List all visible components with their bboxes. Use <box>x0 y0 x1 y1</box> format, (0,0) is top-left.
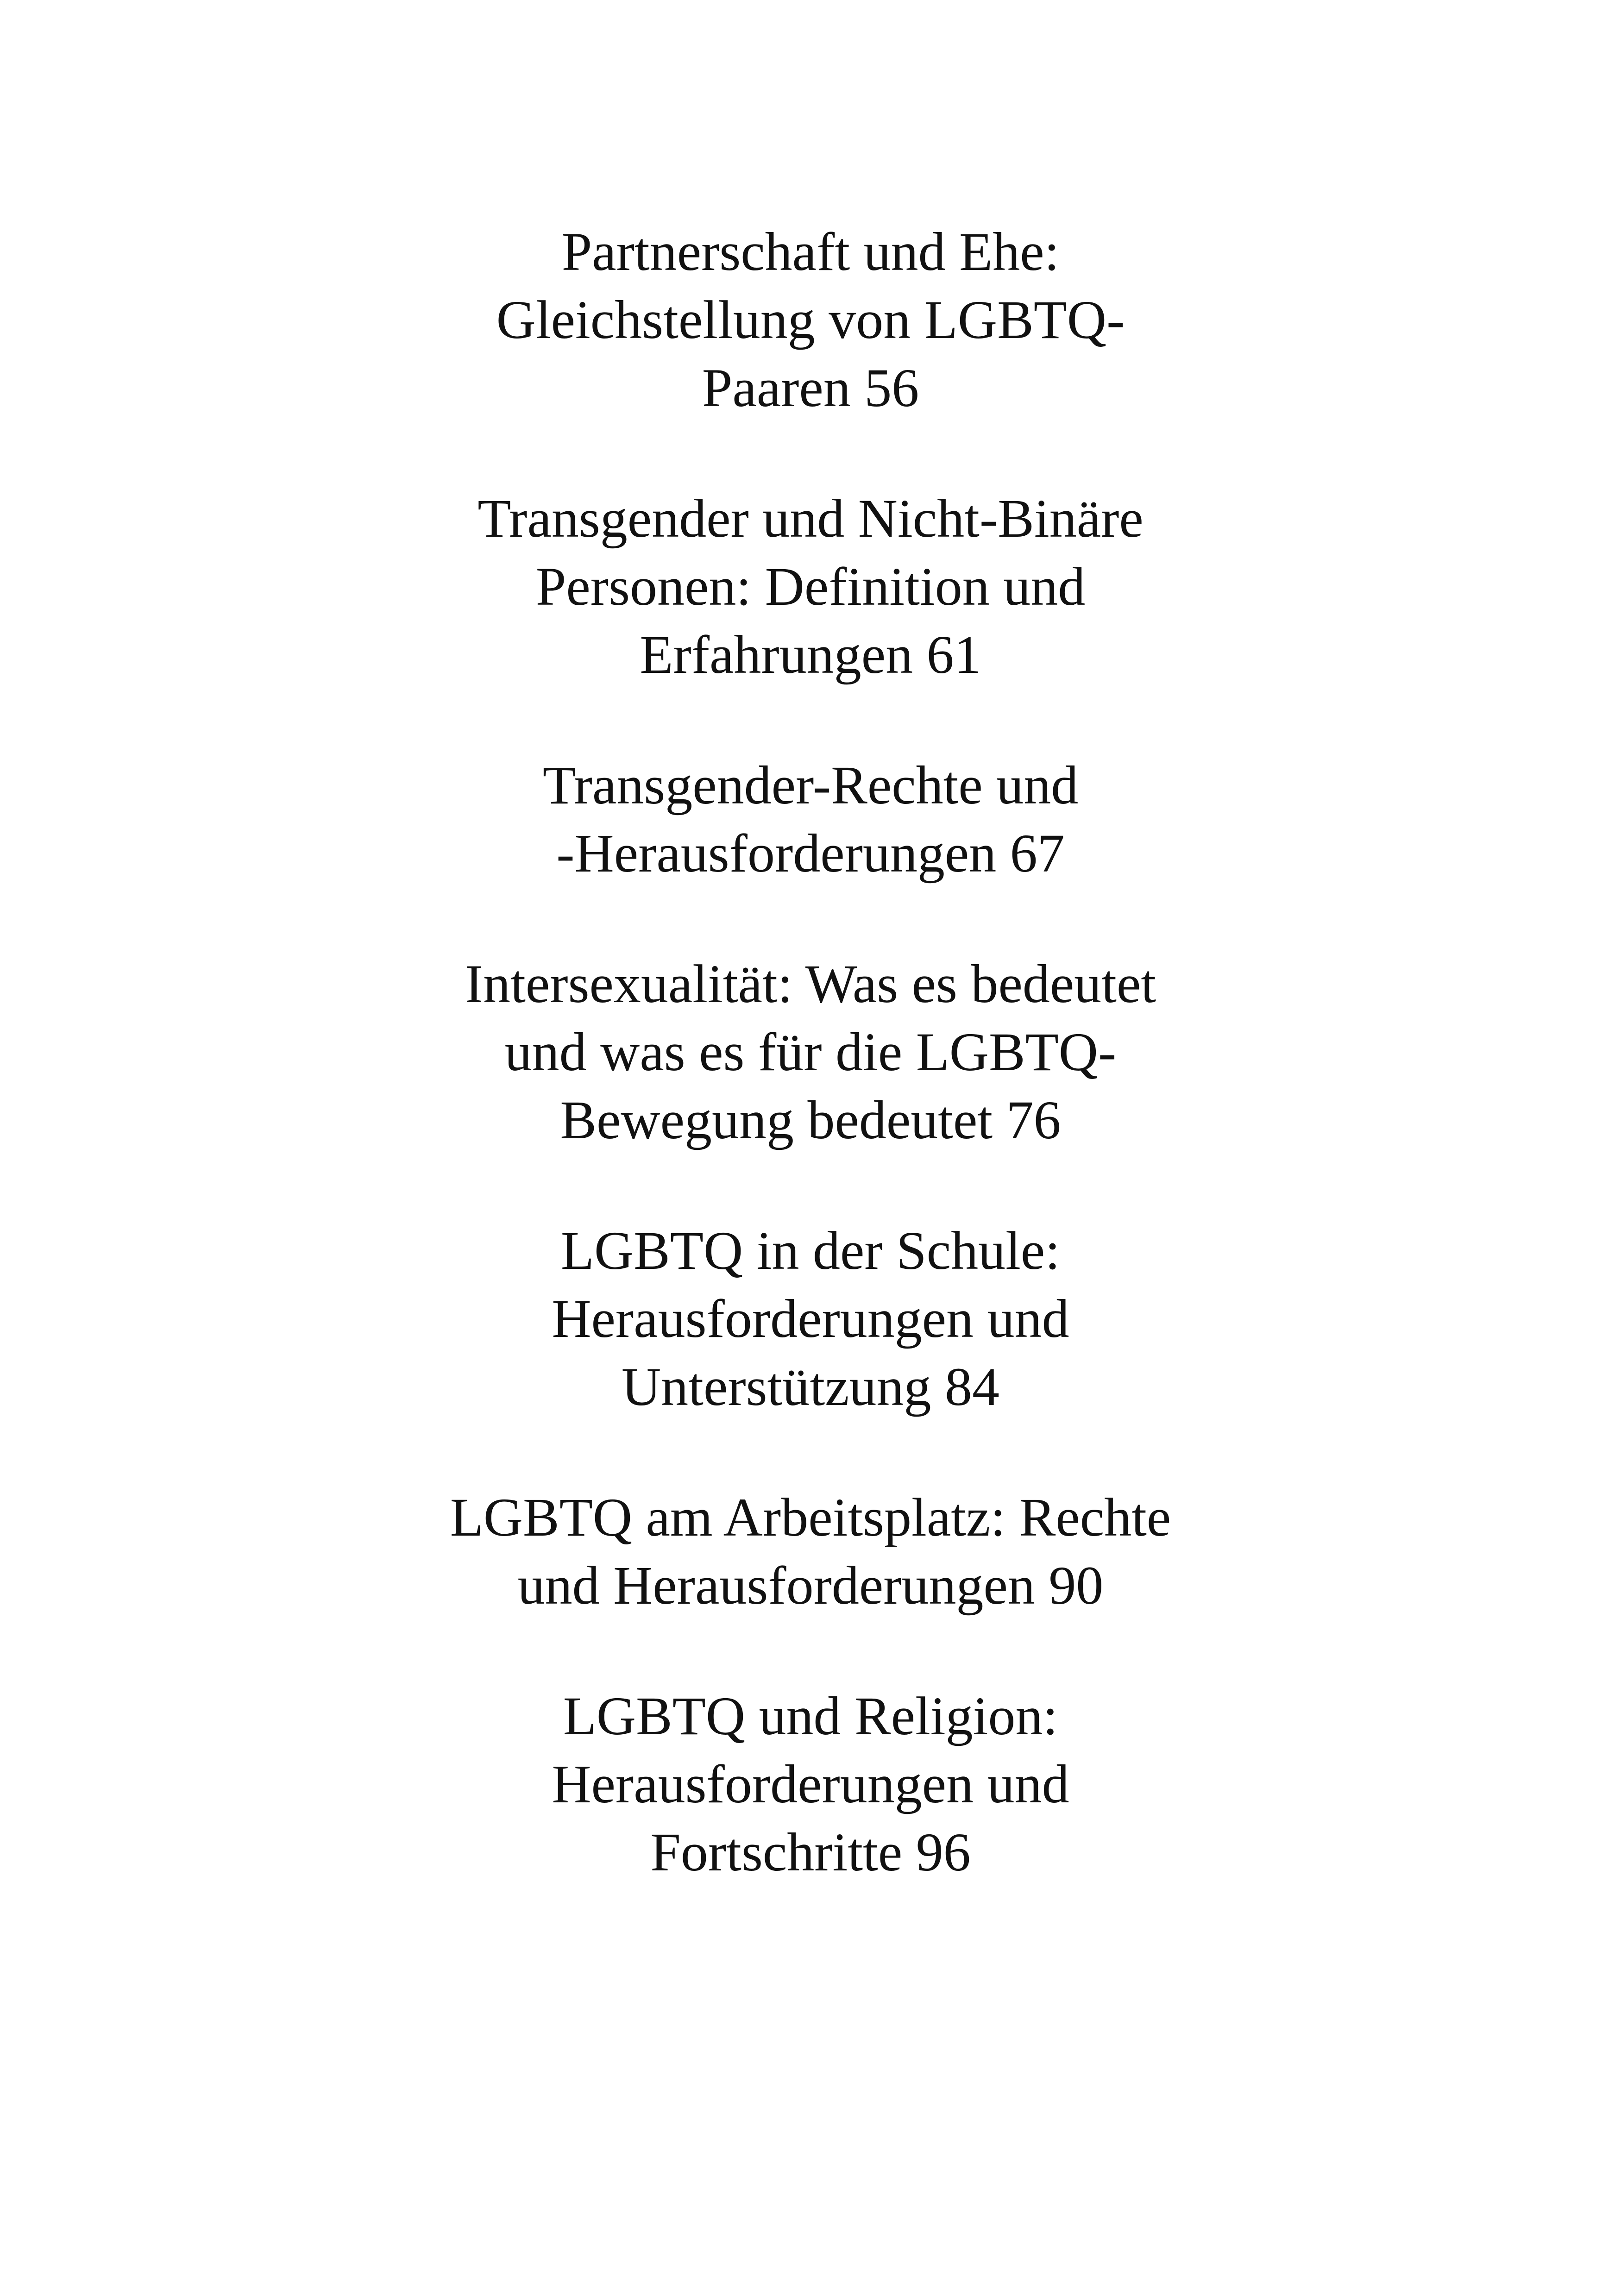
toc-entry-line: Partnerschaft und Ehe: <box>561 221 1060 282</box>
toc-entry <box>0 751 1621 887</box>
toc-entry-line: LGBTQ und Religion: <box>563 1686 1058 1746</box>
toc-entry-line: LGBTQ am Arbeitsplatz: Rechte <box>450 1487 1171 1548</box>
toc-entry <box>0 1483 1621 1619</box>
toc-entry-line: Gleichstellung von LGBTQ- <box>496 289 1125 350</box>
toc-entry-line: Unterstützung 84 <box>621 1356 1000 1417</box>
toc-entry <box>0 484 1621 689</box>
toc-entry-line: -Herausforderungen 67 <box>556 823 1065 884</box>
toc-entry-line: Fortschritte 96 <box>650 1822 971 1882</box>
toc-entry-line: Transgender und Nicht-Binäre <box>478 488 1143 549</box>
toc-entry <box>0 1682 1621 1886</box>
toc-entry <box>0 1217 1621 1421</box>
toc-entry-line: Herausforderungen und <box>552 1288 1069 1349</box>
toc-entry <box>0 218 1621 422</box>
toc-entry-line: Personen: Definition und <box>535 556 1086 617</box>
toc-entry-line: und was es für die LGBTQ- <box>504 1022 1117 1082</box>
toc-entry-line: Intersexualität: Was es bedeutet <box>465 954 1156 1014</box>
toc-entry-line: Paaren 56 <box>702 358 919 418</box>
table-of-contents <box>0 218 1621 1949</box>
toc-entry-line: Bewegung bedeutet 76 <box>560 1090 1061 1150</box>
toc-entry-line: Erfahrungen 61 <box>640 624 981 685</box>
toc-entry-line: und Herausforderungen 90 <box>517 1555 1104 1616</box>
toc-entry-line: Transgender-Rechte und <box>542 755 1079 816</box>
toc-entry-line: Herausforderungen und <box>552 1754 1069 1814</box>
toc-entry-line: LGBTQ in der Schule: <box>560 1220 1061 1281</box>
toc-entry <box>0 950 1621 1154</box>
